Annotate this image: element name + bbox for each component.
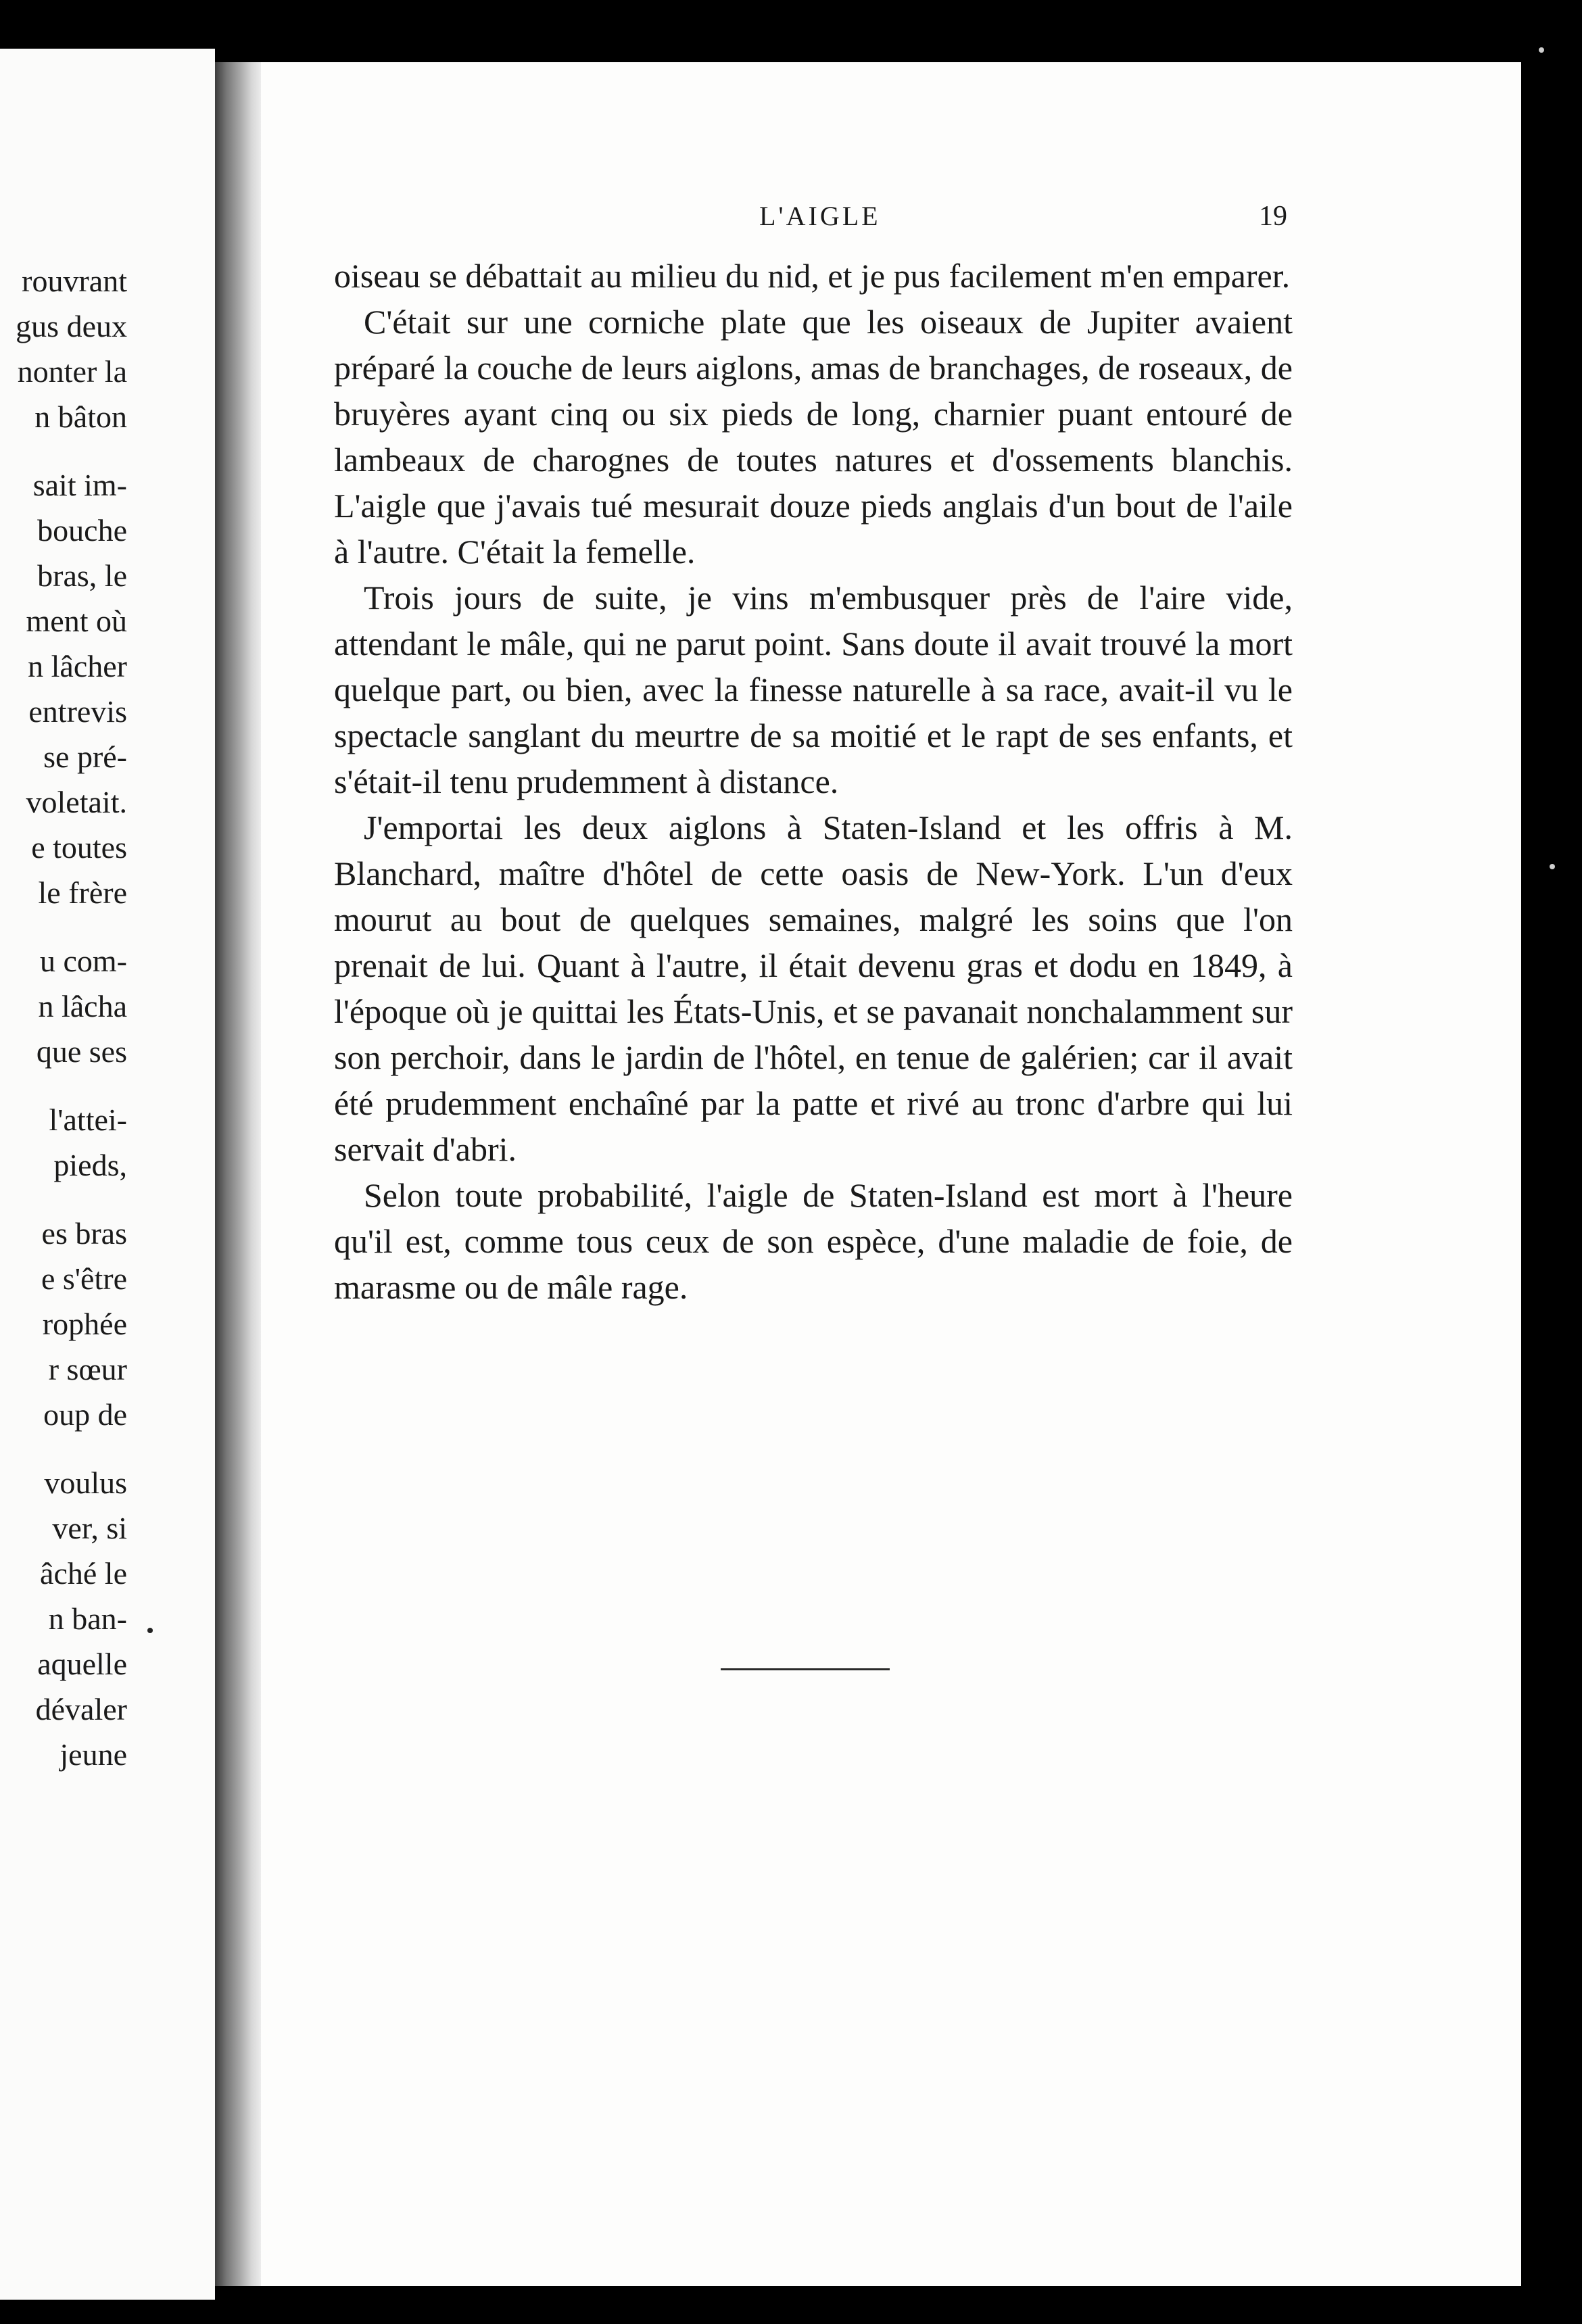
left-paragraph-gap bbox=[16, 1188, 127, 1211]
left-paragraph-gap bbox=[16, 1437, 127, 1460]
left-line: rophée bbox=[42, 1307, 127, 1341]
left-line: bouche bbox=[37, 513, 127, 548]
left-paragraph-gap bbox=[16, 915, 127, 938]
left-line: n ban- bbox=[48, 1601, 127, 1636]
left-line: n lâcha bbox=[38, 989, 127, 1023]
left-line: gus deux bbox=[16, 309, 127, 343]
left-line: le frère bbox=[38, 875, 127, 910]
left-line: ment où bbox=[26, 604, 127, 638]
left-line: bras, le bbox=[37, 558, 127, 593]
left-line: jeune bbox=[59, 1737, 127, 1772]
previous-page-text bbox=[16, 258, 127, 1777]
left-line: aquelle bbox=[37, 1647, 127, 1681]
paragraph: C'était sur une corniche plate que les oiseaux de Jupiter avaient préparé la couche de leurs aiglons, amas de branchages, de roseaux, de bruyères ayant cinq ou six pieds de long, charnier puant entouré de lambeaux de charognes de toutes natures et d'ossements blanchis. L'aigle que j'avais tué mesurait douze pieds anglais d'un bout de l'aile à l'autre. C'était la femelle. bbox=[334, 303, 1293, 571]
left-line: dévaler bbox=[35, 1692, 127, 1726]
left-line: âché le bbox=[40, 1556, 127, 1591]
scan-speck bbox=[147, 1628, 153, 1633]
left-line: u com- bbox=[39, 944, 127, 978]
page-number: 19 bbox=[1259, 201, 1287, 232]
paragraph: J'emportai les deux aiglons à Staten-Island et les offris à M. Blanchard, maître d'hôtel de cette oasis de New-York. L'un d'eux mourut au bout de quelques semaines, malgré les soins que l'on prenait de lui. Quant à l'autre, il était devenu gras et dodu en 1849, à l'époque où je quittai les États-Unis, et se pavanait nonchalamment sur son perchoir, dans le jardin de l'hôtel, en tenue de galérien; car il avait été prudemment enchaîné par la patte et rivé au tronc d'arbre qui lui servait d'abri. bbox=[334, 808, 1293, 1168]
left-line: l'attei- bbox=[49, 1103, 127, 1137]
left-line: nonter la bbox=[17, 354, 127, 389]
current-page bbox=[261, 62, 1521, 2286]
left-line: voletait. bbox=[26, 785, 127, 819]
running-head-title: L'AIGLE bbox=[759, 201, 881, 231]
left-line: que ses bbox=[36, 1034, 127, 1069]
left-line: n lâcher bbox=[28, 649, 127, 683]
chapter-end-rule bbox=[721, 1668, 890, 1670]
left-line: voulus bbox=[44, 1466, 127, 1500]
left-line: n bâton bbox=[34, 400, 127, 434]
scan-speck bbox=[1539, 47, 1544, 53]
scan-speck bbox=[1550, 864, 1555, 869]
left-line: oup de bbox=[43, 1397, 127, 1432]
left-line: entrevis bbox=[28, 694, 127, 729]
left-line: r sœur bbox=[48, 1352, 127, 1386]
left-line: sait im- bbox=[32, 468, 127, 502]
left-line: e toutes bbox=[31, 830, 127, 865]
paragraph: Selon toute probabilité, l'aigle de Staten-Island est mort à l'heure qu'il est, comme tous ceux de son espèce, d'une maladie de foie, de marasme ou de mâle rage. bbox=[334, 1176, 1293, 1306]
running-head bbox=[261, 196, 1521, 237]
left-line: es bras bbox=[41, 1216, 127, 1251]
left-paragraph-gap bbox=[16, 439, 127, 462]
left-line: e s'être bbox=[41, 1261, 127, 1296]
book-gutter-shadow bbox=[215, 62, 261, 2286]
left-line: se pré- bbox=[43, 740, 127, 774]
left-line: ver, si bbox=[52, 1511, 127, 1545]
left-paragraph-gap bbox=[16, 1074, 127, 1097]
left-line: rouvrant bbox=[22, 264, 127, 298]
previous-page-fragment bbox=[0, 49, 215, 2300]
paragraph: oiseau se débattait au milieu du nid, et je pus facilement m'en emparer. bbox=[334, 257, 1291, 295]
paragraph: Trois jours de suite, je vins m'embusquer près de l'aire vide, attendant le mâle, qui ne parut point. Sans doute il avait trouvé la mort quelque part, ou bien, avec la finesse naturelle à sa race, avait-il vu le spectacle sanglant du meurtre de sa moitié et le rapt de ses enfants, et s'était-il tenu prudemment à distance. bbox=[334, 579, 1293, 800]
body-text bbox=[334, 253, 1293, 1310]
left-line: pieds, bbox=[53, 1148, 127, 1182]
